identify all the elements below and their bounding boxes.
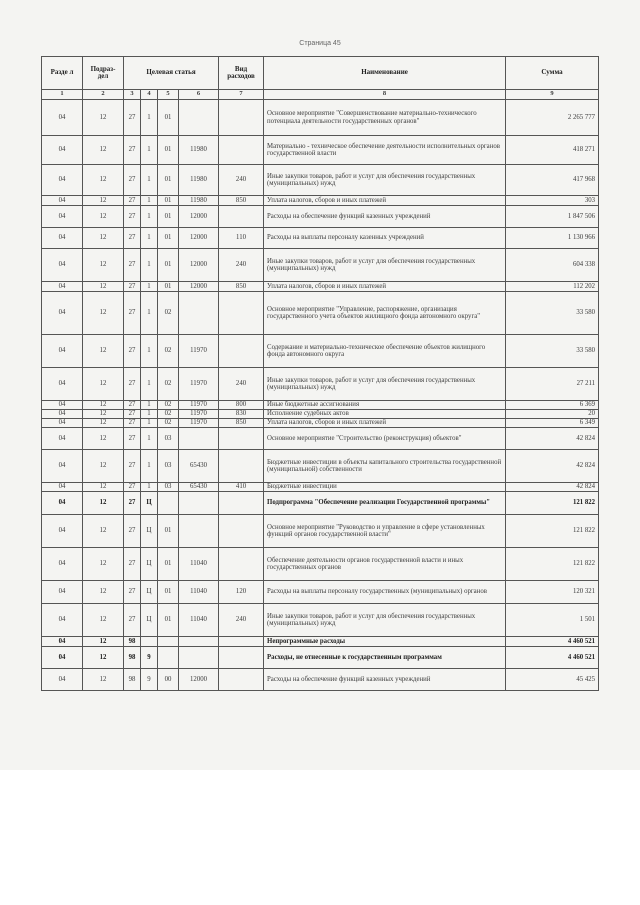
tselevaya-cell-4: 1 [141, 282, 158, 292]
razdel-cell: 04 [42, 492, 83, 515]
column-number: 2 [83, 90, 124, 100]
tselevaya-cell-5: 01 [158, 165, 179, 196]
sum-cell: 1 130 966 [506, 228, 599, 249]
tselevaya-cell-3: 27 [124, 604, 141, 637]
table-row [42, 136, 599, 165]
vid-cell [219, 100, 264, 136]
tselevaya-cell-3: 27 [124, 282, 141, 292]
tselevaya-cell-3: 27 [124, 410, 141, 419]
tselevaya-cell-3: 27 [124, 419, 141, 428]
header-naim: Наименование [264, 57, 506, 90]
podrazdel-cell: 12 [83, 282, 124, 292]
tselevaya-cell-3: 27 [124, 483, 141, 492]
table-row [42, 196, 599, 206]
podrazdel-cell: 12 [83, 228, 124, 249]
name-cell: Расходы, не отнесенные к государственным программам [264, 647, 506, 669]
vid-cell: 850 [219, 419, 264, 428]
vid-cell: 410 [219, 483, 264, 492]
table-row [42, 228, 599, 249]
vid-cell [219, 669, 264, 691]
name-cell: Расходы на обеспечение функций казенных учреждений [264, 206, 506, 228]
tselevaya-cell-5: 01 [158, 548, 179, 581]
vid-cell: 830 [219, 410, 264, 419]
name-cell: Основное мероприятие "Строительство (реконструкция) объектов" [264, 428, 506, 450]
tselevaya-cell-3: 27 [124, 450, 141, 483]
table-row [42, 335, 599, 368]
table-row [42, 206, 599, 228]
table-row [42, 401, 599, 410]
table-row [42, 637, 599, 647]
podrazdel-cell: 12 [83, 483, 124, 492]
vid-cell: 240 [219, 604, 264, 637]
name-cell: Иные закупки товаров, работ и услуг для обеспечения государственных (муниципальных) нужд [264, 368, 506, 401]
tselevaya-cell-6: 11980 [179, 196, 219, 206]
razdel-cell: 04 [42, 136, 83, 165]
vid-cell: 850 [219, 196, 264, 206]
tselevaya-cell-3: 27 [124, 196, 141, 206]
tselevaya-cell-6 [179, 637, 219, 647]
table-row [42, 165, 599, 196]
column-number: 4 [141, 90, 158, 100]
podrazdel-cell: 12 [83, 206, 124, 228]
name-cell: Основное мероприятие "Управление, распоряжение, организация государственного учета объектов жилищного фонда автономного округа" [264, 292, 506, 335]
podrazdel-cell: 12 [83, 196, 124, 206]
vid-cell: 240 [219, 249, 264, 282]
tselevaya-cell-6: 11970 [179, 368, 219, 401]
name-cell: Расходы на выплаты персоналу государственных (муниципальных) органов [264, 581, 506, 604]
sum-cell: 417 968 [506, 165, 599, 196]
razdel-cell: 04 [42, 637, 83, 647]
vid-cell: 240 [219, 368, 264, 401]
sum-cell: 6 369 [506, 401, 599, 410]
sum-cell: 42 824 [506, 483, 599, 492]
tselevaya-cell-4: Ц [141, 604, 158, 637]
podrazdel-cell: 12 [83, 401, 124, 410]
column-number: 3 [124, 90, 141, 100]
name-cell: Непрограммные расходы [264, 637, 506, 647]
name-cell: Расходы на выплаты персоналу казенных учреждений [264, 228, 506, 249]
razdel-cell: 04 [42, 401, 83, 410]
sum-cell: 1 501 [506, 604, 599, 637]
tselevaya-cell-5 [158, 637, 179, 647]
vid-cell [219, 206, 264, 228]
sum-cell: 45 425 [506, 669, 599, 691]
sum-cell: 33 580 [506, 335, 599, 368]
tselevaya-cell-3: 27 [124, 335, 141, 368]
sum-cell: 604 338 [506, 249, 599, 282]
vid-cell: 120 [219, 581, 264, 604]
tselevaya-cell-5: 01 [158, 249, 179, 282]
sum-cell: 6 349 [506, 419, 599, 428]
tselevaya-cell-5: 01 [158, 515, 179, 548]
tselevaya-cell-6: 65430 [179, 450, 219, 483]
tselevaya-cell-4: 1 [141, 368, 158, 401]
tselevaya-cell-5: 02 [158, 335, 179, 368]
sum-cell: 1 847 506 [506, 206, 599, 228]
column-number: 5 [158, 90, 179, 100]
vid-cell [219, 492, 264, 515]
tselevaya-cell-6 [179, 292, 219, 335]
tselevaya-cell-3: 27 [124, 581, 141, 604]
podrazdel-cell: 12 [83, 410, 124, 419]
sum-cell: 2 265 777 [506, 100, 599, 136]
tselevaya-cell-6: 11970 [179, 419, 219, 428]
podrazdel-cell: 12 [83, 292, 124, 335]
razdel-cell: 04 [42, 669, 83, 691]
tselevaya-cell-3: 98 [124, 637, 141, 647]
sum-cell: 42 824 [506, 450, 599, 483]
table-row [42, 249, 599, 282]
podrazdel-cell: 12 [83, 419, 124, 428]
razdel-cell: 04 [42, 100, 83, 136]
vid-cell [219, 428, 264, 450]
vid-cell [219, 335, 264, 368]
tselevaya-cell-6 [179, 492, 219, 515]
podrazdel-cell: 12 [83, 548, 124, 581]
sum-cell: 418 271 [506, 136, 599, 165]
tselevaya-cell-6 [179, 100, 219, 136]
vid-cell: 240 [219, 165, 264, 196]
vid-cell [219, 136, 264, 165]
tselevaya-cell-5: 01 [158, 604, 179, 637]
podrazdel-cell: 12 [83, 136, 124, 165]
table-row [42, 428, 599, 450]
podrazdel-cell: 12 [83, 428, 124, 450]
razdel-cell: 04 [42, 410, 83, 419]
razdel-cell: 04 [42, 419, 83, 428]
name-cell: Иные закупки товаров, работ и услуг для обеспечения государственных (муниципальных) нужд [264, 604, 506, 637]
tselevaya-cell-4: 1 [141, 165, 158, 196]
razdel-cell: 04 [42, 249, 83, 282]
tselevaya-cell-4: 1 [141, 428, 158, 450]
vid-cell [219, 292, 264, 335]
tselevaya-cell-3: 27 [124, 249, 141, 282]
column-number: 9 [506, 90, 599, 100]
sum-cell: 112 202 [506, 282, 599, 292]
razdel-cell: 04 [42, 282, 83, 292]
vid-cell: 800 [219, 401, 264, 410]
tselevaya-cell-3: 27 [124, 401, 141, 410]
tselevaya-cell-3: 98 [124, 669, 141, 691]
tselevaya-cell-5: 03 [158, 483, 179, 492]
column-number: 7 [219, 90, 264, 100]
column-number: 6 [179, 90, 219, 100]
tselevaya-cell-4: 1 [141, 228, 158, 249]
tselevaya-cell-5: 03 [158, 428, 179, 450]
name-cell: Иные закупки товаров, работ и услуг для обеспечения государственных (муниципальных) нужд [264, 249, 506, 282]
sum-cell: 42 824 [506, 428, 599, 450]
name-cell: Иные закупки товаров, работ и услуг для обеспечения государственных (муниципальных) нужд [264, 165, 506, 196]
tselevaya-cell-5: 02 [158, 410, 179, 419]
razdel-cell: 04 [42, 450, 83, 483]
tselevaya-cell-4: Ц [141, 581, 158, 604]
header-razdel: Разде л [42, 57, 83, 90]
tselevaya-cell-5: 00 [158, 669, 179, 691]
tselevaya-cell-5: 01 [158, 100, 179, 136]
sum-cell: 121 822 [506, 492, 599, 515]
header-vid: Вид расходов [219, 57, 264, 90]
tselevaya-cell-3: 27 [124, 100, 141, 136]
table-row [42, 483, 599, 492]
table-row [42, 492, 599, 515]
tselevaya-cell-6 [179, 515, 219, 548]
razdel-cell: 04 [42, 335, 83, 368]
tselevaya-cell-3: 27 [124, 206, 141, 228]
tselevaya-cell-3: 27 [124, 292, 141, 335]
tselevaya-cell-4: 1 [141, 401, 158, 410]
podrazdel-cell: 12 [83, 604, 124, 637]
tselevaya-cell-5: 01 [158, 228, 179, 249]
razdel-cell: 04 [42, 428, 83, 450]
tselevaya-cell-3: 27 [124, 368, 141, 401]
razdel-cell: 04 [42, 604, 83, 637]
tselevaya-cell-6: 12000 [179, 282, 219, 292]
name-cell: Иные бюджетные ассигнования [264, 401, 506, 410]
razdel-cell: 04 [42, 206, 83, 228]
tselevaya-cell-6: 12000 [179, 249, 219, 282]
podrazdel-cell: 12 [83, 249, 124, 282]
name-cell: Основное мероприятие "Руководство и управление в сфере установленных функций органов государственной власти" [264, 515, 506, 548]
name-cell: Уплата налогов, сборов и иных платежей [264, 196, 506, 206]
column-number-row [42, 90, 599, 100]
tselevaya-cell-5 [158, 647, 179, 669]
sum-cell: 4 460 521 [506, 637, 599, 647]
table-row [42, 581, 599, 604]
name-cell: Материально - техническое обеспечение деятельности исполнительных органов государственной власти [264, 136, 506, 165]
tselevaya-cell-4: 1 [141, 206, 158, 228]
tselevaya-cell-5: 02 [158, 401, 179, 410]
budget-table [41, 56, 599, 691]
podrazdel-cell: 12 [83, 637, 124, 647]
tselevaya-cell-4: 1 [141, 335, 158, 368]
tselevaya-cell-6: 11040 [179, 604, 219, 637]
table-row [42, 450, 599, 483]
tselevaya-cell-3: 27 [124, 515, 141, 548]
razdel-cell: 04 [42, 228, 83, 249]
table-row [42, 604, 599, 637]
razdel-cell: 04 [42, 165, 83, 196]
tselevaya-cell-6: 11970 [179, 401, 219, 410]
sum-cell: 33 580 [506, 292, 599, 335]
podrazdel-cell: 12 [83, 492, 124, 515]
name-cell: Бюджетные инвестиции [264, 483, 506, 492]
podrazdel-cell: 12 [83, 335, 124, 368]
razdel-cell: 04 [42, 548, 83, 581]
tselevaya-cell-5: 02 [158, 292, 179, 335]
name-cell: Расходы на обеспечение функций казенных учреждений [264, 669, 506, 691]
name-cell: Подпрограмма "Обеспечение реализации Государственной программы" [264, 492, 506, 515]
table-row [42, 292, 599, 335]
sum-cell: 4 460 521 [506, 647, 599, 669]
vid-cell [219, 450, 264, 483]
podrazdel-cell: 12 [83, 669, 124, 691]
name-cell: Основное мероприятие "Совершенствование материально-технического потенциала деятельности государственных органов" [264, 100, 506, 136]
tselevaya-cell-4: 1 [141, 136, 158, 165]
tselevaya-cell-4: 1 [141, 249, 158, 282]
razdel-cell: 04 [42, 581, 83, 604]
tselevaya-cell-6 [179, 428, 219, 450]
tselevaya-cell-4: 1 [141, 419, 158, 428]
sum-cell: 20 [506, 410, 599, 419]
tselevaya-cell-3: 27 [124, 548, 141, 581]
tselevaya-cell-5: 03 [158, 450, 179, 483]
razdel-cell: 04 [42, 515, 83, 548]
tselevaya-cell-4: Ц [141, 492, 158, 515]
tselevaya-cell-5: 01 [158, 581, 179, 604]
sum-cell: 120 321 [506, 581, 599, 604]
table-row [42, 419, 599, 428]
tselevaya-cell-4: 1 [141, 410, 158, 419]
podrazdel-cell: 12 [83, 647, 124, 669]
tselevaya-cell-5 [158, 492, 179, 515]
tselevaya-cell-6: 11970 [179, 410, 219, 419]
tselevaya-cell-6: 11980 [179, 136, 219, 165]
tselevaya-cell-3: 27 [124, 228, 141, 249]
tselevaya-cell-3: 27 [124, 165, 141, 196]
tselevaya-cell-4: 1 [141, 100, 158, 136]
tselevaya-cell-3: 27 [124, 428, 141, 450]
podrazdel-cell: 12 [83, 450, 124, 483]
name-cell: Исполнение судебных актов [264, 410, 506, 419]
razdel-cell: 04 [42, 196, 83, 206]
tselevaya-cell-5: 01 [158, 136, 179, 165]
tselevaya-cell-4: Ц [141, 515, 158, 548]
sum-cell: 121 822 [506, 515, 599, 548]
table-row [42, 282, 599, 292]
column-number: 8 [264, 90, 506, 100]
tselevaya-cell-4: 1 [141, 292, 158, 335]
name-cell: Уплата налогов, сборов и иных платежей [264, 282, 506, 292]
podrazdel-cell: 12 [83, 515, 124, 548]
tselevaya-cell-6 [179, 647, 219, 669]
razdel-cell: 04 [42, 292, 83, 335]
table-body [42, 100, 599, 691]
tselevaya-cell-6: 11980 [179, 165, 219, 196]
razdel-cell: 04 [42, 483, 83, 492]
table-row [42, 647, 599, 669]
sum-cell: 121 822 [506, 548, 599, 581]
table-row [42, 368, 599, 401]
tselevaya-cell-4: Ц [141, 548, 158, 581]
column-number: 1 [42, 90, 83, 100]
table-row [42, 515, 599, 548]
name-cell: Содержание и материально-техническое обеспечение объектов жилищного фонда автономного округа [264, 335, 506, 368]
tselevaya-cell-6: 65430 [179, 483, 219, 492]
tselevaya-cell-4 [141, 637, 158, 647]
tselevaya-cell-6: 11970 [179, 335, 219, 368]
tselevaya-cell-6: 11040 [179, 548, 219, 581]
tselevaya-cell-4: 9 [141, 647, 158, 669]
tselevaya-cell-3: 27 [124, 136, 141, 165]
vid-cell [219, 515, 264, 548]
vid-cell: 850 [219, 282, 264, 292]
tselevaya-cell-4: 1 [141, 450, 158, 483]
tselevaya-cell-4: 9 [141, 669, 158, 691]
tselevaya-cell-5: 02 [158, 419, 179, 428]
razdel-cell: 04 [42, 368, 83, 401]
tselevaya-cell-3: 98 [124, 647, 141, 669]
vid-cell [219, 637, 264, 647]
tselevaya-cell-6: 12000 [179, 228, 219, 249]
razdel-cell: 04 [42, 647, 83, 669]
tselevaya-cell-5: 02 [158, 368, 179, 401]
table-row [42, 100, 599, 136]
header-tselevaya: Целевая статья [124, 57, 219, 90]
podrazdel-cell: 12 [83, 581, 124, 604]
table-row [42, 669, 599, 691]
page-label: Страница 45 [299, 40, 341, 47]
tselevaya-cell-5: 01 [158, 206, 179, 228]
table-row [42, 410, 599, 419]
name-cell: Уплата налогов, сборов и иных платежей [264, 419, 506, 428]
podrazdel-cell: 12 [83, 368, 124, 401]
tselevaya-cell-4: 1 [141, 196, 158, 206]
tselevaya-cell-3: 27 [124, 492, 141, 515]
vid-cell: 110 [219, 228, 264, 249]
table-row [42, 548, 599, 581]
tselevaya-cell-5: 01 [158, 196, 179, 206]
tselevaya-cell-6: 12000 [179, 206, 219, 228]
tselevaya-cell-4: 1 [141, 483, 158, 492]
tselevaya-cell-5: 01 [158, 282, 179, 292]
tselevaya-cell-6: 11040 [179, 581, 219, 604]
tselevaya-cell-6: 12000 [179, 669, 219, 691]
vid-cell [219, 647, 264, 669]
header-row [42, 57, 599, 90]
header-podrazdel: Подраз- дел [83, 57, 124, 90]
name-cell: Обеспечение деятельности органов государственной власти и иных государственных органов [264, 548, 506, 581]
sum-cell: 303 [506, 196, 599, 206]
sum-cell: 27 211 [506, 368, 599, 401]
podrazdel-cell: 12 [83, 165, 124, 196]
podrazdel-cell: 12 [83, 100, 124, 136]
vid-cell [219, 548, 264, 581]
header-summa: Сумма [506, 57, 599, 90]
name-cell: Бюджетные инвестиции в объекты капитального строительства государственной (муниципальной) собственности [264, 450, 506, 483]
